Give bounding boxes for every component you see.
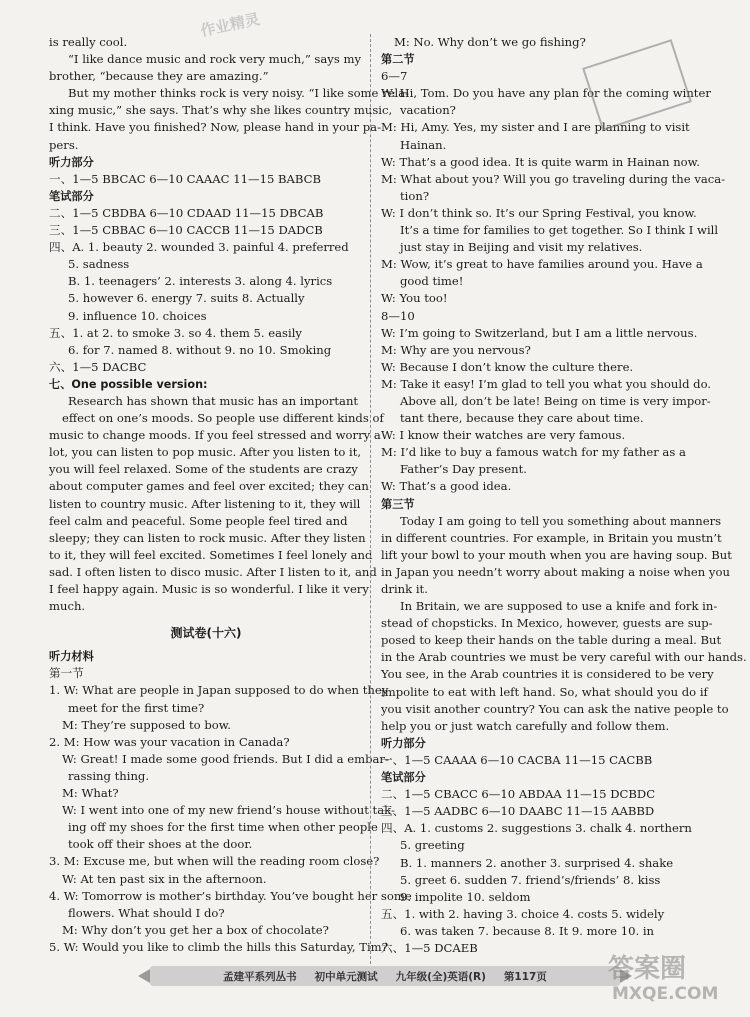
- footer-page-number: 第117页: [503, 970, 547, 983]
- text-line: Hainan.: [400, 137, 447, 152]
- text-line: 第一节: [49, 666, 84, 681]
- text-line: about computer games and feel over excited; they can: [49, 479, 369, 494]
- text-line: 三、1—5 CBBAC 6—10 CACCB 11—15 DADCB: [49, 223, 323, 238]
- footer-grade: 九年级(全)英语(R): [395, 970, 486, 983]
- text-line: 5. greeting: [400, 838, 465, 853]
- section-heading: 听力部分: [381, 736, 426, 750]
- text-line: ing off my shoes for the first time when other people: [68, 820, 378, 835]
- text-line: You see, in the Arab countries it is considered to be very: [381, 667, 714, 682]
- text-line: But my mother thinks rock is very noisy. “I like some rela-: [68, 86, 410, 101]
- text-line: M: No. Why don’t we go fishing?: [394, 35, 586, 49]
- text-line: stead of chopsticks. In Mexico, however, guests are sup-: [381, 616, 713, 631]
- text-line: pers.: [49, 137, 79, 152]
- text-line: In Britain, we are supposed to use a knife and fork in-: [400, 599, 718, 614]
- text-line: in the Arab countries we must be very careful with our hands.: [381, 650, 747, 665]
- text-line: effect on one’s moods. So people use different kinds of: [62, 411, 384, 426]
- text-line: to it, they will feel excited. Sometimes I feel lonely and: [49, 547, 373, 562]
- text-line: M: What about you? Will you go traveling during the vaca-: [381, 171, 726, 186]
- text-line: B. 1. teenagers’ 2. interests 3. along 4. lyrics: [68, 274, 333, 289]
- watermark-bottom: 答案圈: [608, 954, 687, 984]
- text-line: xing music,” she says. That’s why she likes country music,: [49, 103, 393, 118]
- text-line: W: Great! I made some good friends. But I did a embar-: [62, 751, 389, 766]
- section-heading: 第三节: [381, 497, 415, 511]
- text-line: W: I went into one of my new friend’s house without tak-: [62, 803, 395, 818]
- text-line: 9. influence 10. choices: [68, 308, 207, 323]
- section-heading: 笔试部分: [49, 189, 94, 203]
- text-line: M: Why don’t you get her a box of chocolate?: [62, 922, 329, 937]
- section-heading: 听力部分: [49, 155, 94, 169]
- text-line: 一、1—5 BBCAC 6—10 CAAAC 11—15 BABCB: [49, 171, 322, 186]
- text-line: 四、A. 1. beauty 2. wounded 3. painful 4. preferred: [49, 240, 349, 255]
- text-line: M: I’d like to buy a famous watch for my father as a: [381, 445, 686, 460]
- text-line: listen to country music. After listening to it, they will: [49, 496, 361, 511]
- text-line: impolite to eat with left hand. So, what should you do if: [381, 684, 708, 699]
- text-line: 8—10: [381, 308, 415, 323]
- text-line: took off their shoes at the door.: [68, 837, 253, 852]
- text-line: W: I’m going to Switzerland, but I am a little nervous.: [381, 325, 698, 340]
- text-line: drink it.: [381, 582, 428, 596]
- test-title: 测试卷(十六): [170, 626, 242, 641]
- text-line: M: Why are you nervous?: [381, 342, 531, 357]
- text-line: posed to keep their hands on the table during a meal. But: [381, 633, 722, 648]
- text-line: W: That’s a good idea. It is quite warm in Hainan now.: [381, 154, 700, 169]
- text-line: 一、1—5 CAAAA 6—10 CACBA 11—15 CACBB: [381, 752, 653, 767]
- text-line: tion?: [400, 188, 430, 203]
- text-line: 4. W: Tomorrow is mother’s birthday. You’ve bought her some: [49, 888, 412, 903]
- text-line: W: You too!: [381, 291, 448, 306]
- text-line: Father’s Day present.: [400, 462, 527, 477]
- text-line: Today I am going to tell you something about manners: [400, 513, 722, 528]
- text-line: you will feel relaxed. Some of the students are crazy: [49, 462, 358, 477]
- text-line: M: What?: [62, 786, 119, 801]
- section-heading: 七、One possible version:: [49, 377, 208, 391]
- text-line: 1. W: What are people in Japan supposed to do when they: [49, 683, 389, 698]
- text-line: vacation?: [400, 103, 456, 118]
- text-line: lot, you can listen to pop music. After you listen to it,: [49, 445, 362, 460]
- section-heading: 听力材料: [49, 650, 94, 664]
- text-line: “I like dance music and rock very much,” says my: [68, 52, 362, 67]
- text-line: meet for the first time?: [68, 700, 205, 715]
- text-line: M: They’re supposed to bow.: [62, 717, 231, 732]
- text-line: 五、1. at 2. to smoke 3. so 4. them 5. easily: [49, 325, 302, 340]
- text-line: W: At ten past six in the afternoon.: [62, 871, 267, 886]
- text-line: 四、A. 1. customs 2. suggestions 3. chalk 4. northern: [381, 821, 692, 836]
- text-line: music to change moods. If you feel stressed and worry a: [49, 428, 381, 443]
- footer-left-arrow-icon: [138, 969, 150, 983]
- text-line: tant there, because they care about time.: [400, 411, 644, 426]
- text-line: 二、1—5 CBDBA 6—10 CDAAD 11—15 DBCAB: [49, 205, 324, 220]
- text-line: flowers. What should I do?: [68, 905, 225, 920]
- text-line: 5. greet 6. sudden 7. friend’s/friends’ 8. kiss: [400, 872, 661, 887]
- text-line: much.: [49, 599, 86, 614]
- text-line: feel calm and peaceful. Some people feel tired and: [49, 513, 348, 528]
- text-line: sleepy; they can listen to rock music. After they listen: [49, 530, 366, 545]
- text-line: brother, “because they are amazing.”: [49, 69, 269, 84]
- text-line: lift your bowl to your mouth when you are having soup. But: [381, 547, 732, 562]
- text-line: I think. Have you finished? Now, please hand in your pa-: [49, 120, 382, 135]
- text-line: W: I know their watches are very famous.: [381, 428, 626, 443]
- text-line: 六、1—5 DACBC: [49, 359, 147, 374]
- text-line: 6. for 7. named 8. without 9. no 10. Smoking: [68, 342, 332, 357]
- text-line: 3. M: Excuse me, but when will the reading room close?: [49, 854, 380, 869]
- text-line: 9. impolite 10. seldom: [400, 889, 531, 904]
- watermark-bottom-url: MXQE.COM: [612, 984, 719, 1004]
- text-line: W: Because I don’t know the culture there.: [381, 359, 634, 374]
- page-footer: [150, 966, 620, 986]
- footer-series: 孟建平系列丛书: [223, 970, 297, 983]
- text-line: in Japan you needn’t worry about making a noise when you: [381, 564, 730, 579]
- text-line: just stay in Beijing and visit my relatives.: [400, 240, 643, 255]
- text-line: W: I don’t think so. It’s our Spring Festival, you know.: [381, 205, 697, 220]
- text-line: 三、1—5 AADBC 6—10 DAABC 11—15 AABBD: [381, 804, 655, 819]
- text-line: I feel happy again. Music is so wonderful. I like it very: [49, 582, 369, 596]
- text-line: W: That’s a good idea.: [381, 479, 512, 494]
- text-line: M: Wow, it’s great to have families around you. Have a: [381, 257, 703, 272]
- text-line: 6. was taken 7. because 8. It 9. more 10. in: [400, 923, 655, 938]
- watermark-top: 作业精灵: [198, 9, 262, 41]
- text-line: in different countries. For example, in Britain you mustn’t: [381, 530, 722, 545]
- text-line: Above all, don’t be late! Being on time is very impor-: [400, 393, 711, 408]
- text-line: 6—7: [381, 69, 408, 84]
- text-line: rassing thing.: [68, 768, 150, 783]
- text-line: good time!: [400, 274, 464, 289]
- section-heading: 第二节: [381, 53, 415, 67]
- text-line: 五、1. with 2. having 3. choice 4. costs 5. widely: [381, 906, 665, 921]
- text-line: 六、1—5 DCAEB: [381, 940, 478, 955]
- text-line: 5. however 6. energy 7. suits 8. Actually: [68, 291, 305, 306]
- column-divider: [370, 34, 371, 969]
- right-column: [381, 34, 747, 957]
- text-line: W: Hi, Tom. Do you have any plan for the coming winter: [381, 86, 711, 101]
- text-line: Research has shown that music has an important: [68, 393, 359, 408]
- footer-book: 初中单元测试: [314, 970, 378, 983]
- section-heading: 笔试部分: [381, 771, 426, 785]
- text-line: It’s a time for families to get together. So I think I will: [400, 223, 719, 238]
- text-line: 2. M: How was your vacation in Canada?: [49, 734, 290, 749]
- text-line: help you or just watch carefully and follow them.: [381, 718, 670, 733]
- text-line: you visit another country? You can ask the native people to: [381, 701, 729, 716]
- text-line: 5. W: Would you like to climb the hills this Saturday, Tim?: [49, 939, 388, 954]
- text-line: M: Hi, Amy. Yes, my sister and I are planning to visit: [381, 120, 690, 135]
- text-line: 二、1—5 CBACC 6—10 ABDAA 11—15 DCBDC: [381, 787, 656, 802]
- text-line: sad. I often listen to disco music. After I listen to it, and: [49, 564, 377, 579]
- text-line: 5. sadness: [68, 257, 130, 272]
- text-line: B. 1. manners 2. another 3. surprised 4. shake: [400, 855, 674, 870]
- text-line: is really cool.: [49, 35, 128, 49]
- text-line: M: Take it easy! I’m glad to tell you what you should do.: [381, 376, 712, 391]
